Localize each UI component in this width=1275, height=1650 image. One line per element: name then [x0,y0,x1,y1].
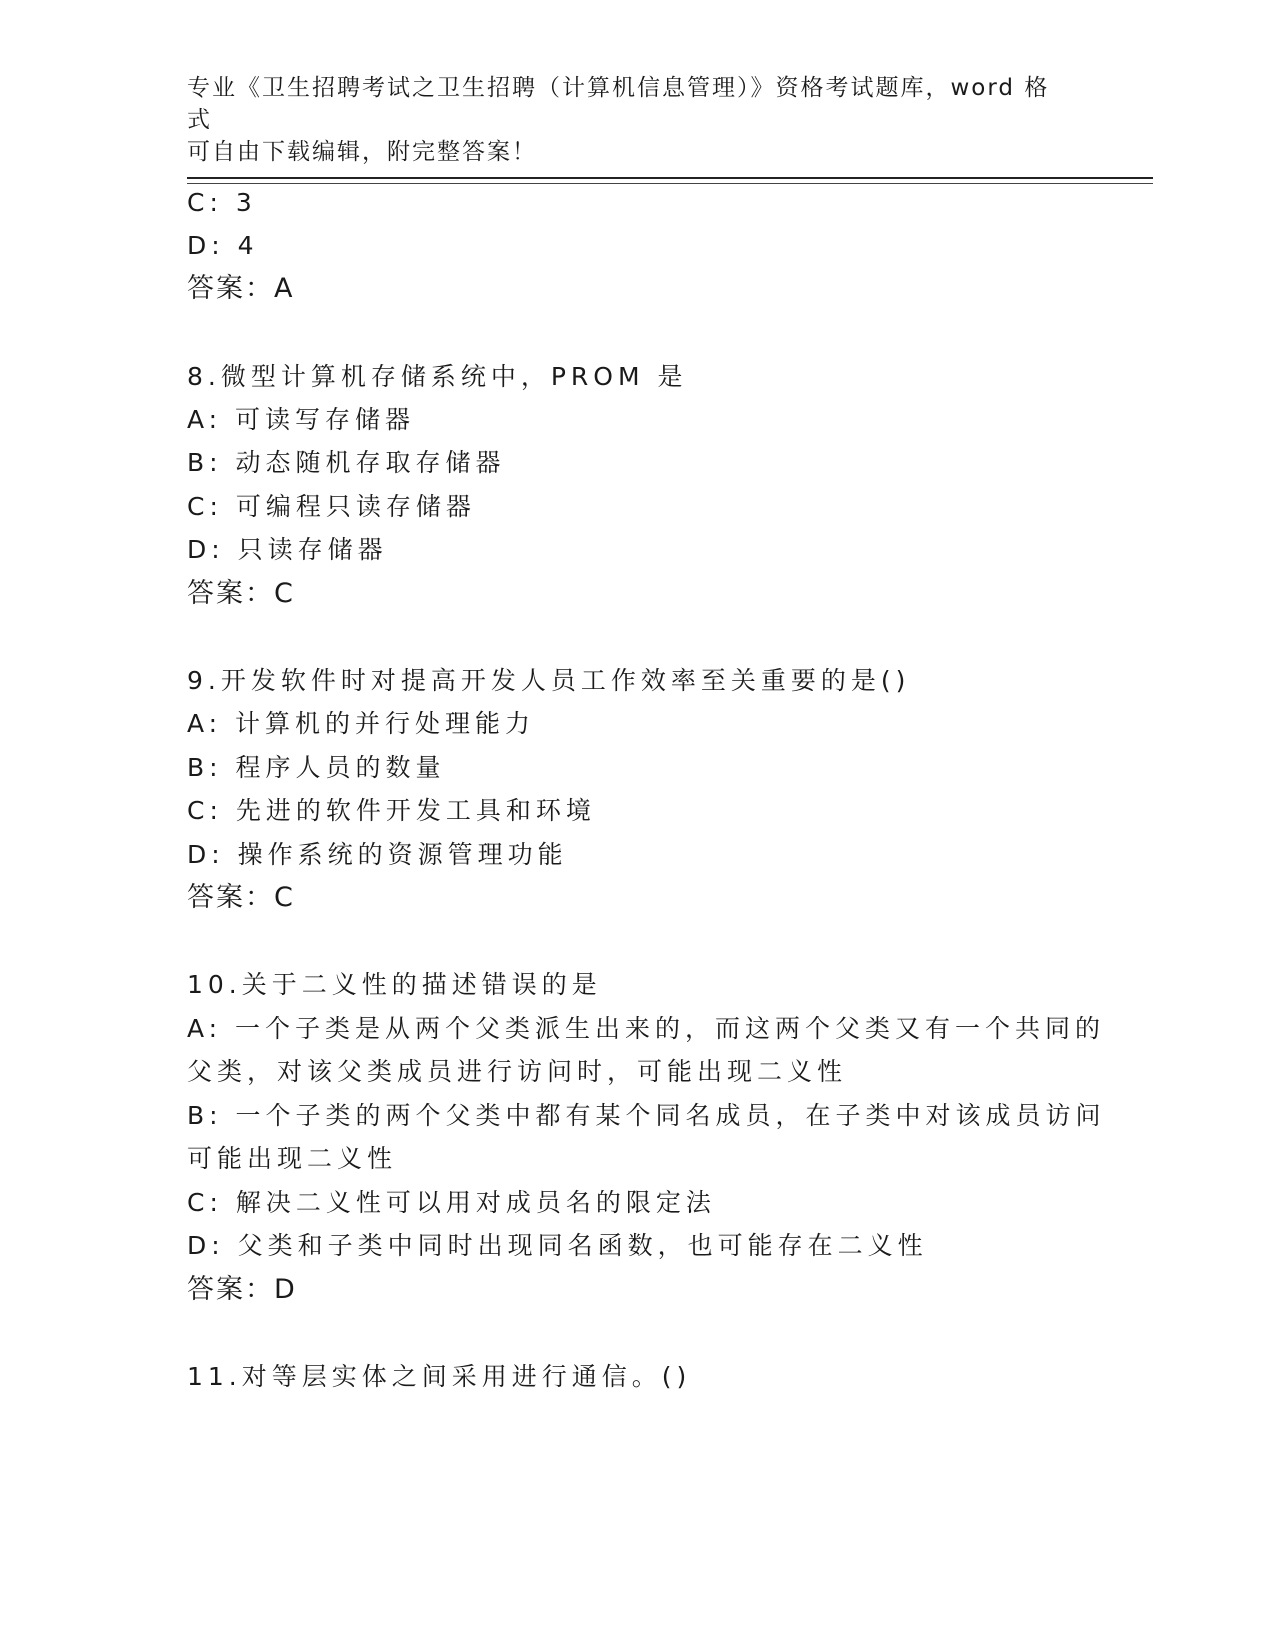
q10-option-a-line-2: 父类，对该父类成员进行访问时，可能出现二义性 [187,1057,848,1086]
q9-option-d: D: 操作系统的资源管理功能 [187,840,568,869]
q10-option-d: D: 父类和子类中同时出现同名函数，也可能存在二义性 [187,1231,928,1260]
q8-option-c: C: 可编程只读存储器 [187,492,476,521]
header-line-2: 可自由下载编辑，附完整答案！ [187,139,537,165]
q10-option-c: C: 解决二义性可以用对成员名的限定法 [187,1188,716,1217]
q11-question: 11.对等层实体之间采用进行通信。() [187,1362,692,1391]
q10-question: 10.关于二义性的描述错误的是 [187,970,602,999]
q9-answer: 答案：C [187,882,295,913]
q9-option-a: A: 计算机的并行处理能力 [187,709,536,738]
q7-option-d: D: 4 [187,231,259,260]
q9-option-c: C: 先进的软件开发工具和环境 [187,796,596,825]
q7-option-c: C: 3 [187,188,257,217]
q8-question: 8.微型计算机存储系统中，PROM 是 [187,362,688,391]
header-divider-thick [187,177,1153,179]
q10-answer: 答案：D [187,1274,297,1305]
q9-question: 9.开发软件时对提高开发人员工作效率至关重要的是() [187,666,911,695]
header-divider-thin [187,183,1153,184]
q10-option-b-line-1: B: 一个子类的两个父类中都有某个同名成员，在子类中对该成员访问 [187,1101,1106,1130]
document-header [187,72,1067,168]
header-line-1: 专业《卫生招聘考试之卫生招聘（计算机信息管理）》资格考试题库，word 格式 [187,75,1050,133]
q8-answer: 答案：C [187,578,295,609]
q7-answer: 答案：A [187,273,295,304]
q8-option-d: D: 只读存储器 [187,535,388,564]
q8-option-a: A: 可读写存储器 [187,405,416,434]
q10-option-b-line-2: 可能出现二义性 [187,1144,398,1173]
q9-option-b: B: 程序人员的数量 [187,753,446,782]
q10-option-a-line-1: A: 一个子类是从两个父类派生出来的，而这两个父类又有一个共同的 [187,1014,1106,1043]
q8-option-b: B: 动态随机存取存储器 [187,448,506,477]
